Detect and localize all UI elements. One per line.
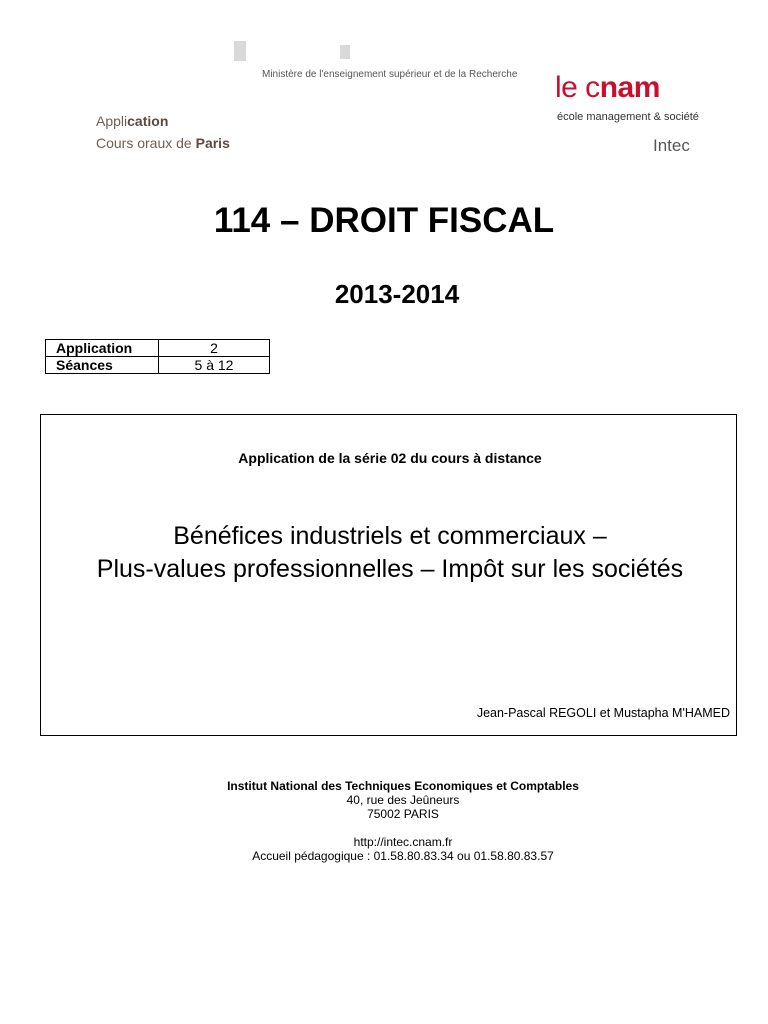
accueil-phone: Accueil pédagogique : 01.58.80.83.34 ou 01.58.80.83.57 bbox=[252, 849, 554, 863]
table-cell-label: Séances bbox=[46, 357, 159, 374]
ministry-logo-mark-left bbox=[234, 41, 246, 61]
table-cell-label: Application bbox=[46, 340, 159, 357]
table-cell-value: 5 à 12 bbox=[159, 357, 270, 374]
cnam-logo-le: le c bbox=[555, 71, 600, 104]
cnam-logo-nam: nam bbox=[599, 71, 660, 104]
application-label bbox=[96, 113, 168, 129]
series-heading: Application de la série 02 du cours à distance bbox=[238, 450, 542, 466]
ministry-name: Ministère de l'enseignement supérieur et de la Recherche bbox=[262, 69, 518, 80]
academic-year: 2013-2014 bbox=[334, 279, 460, 309]
table-row bbox=[46, 357, 270, 374]
authors: Jean-Pascal REGOLI et Mustapha M'HAMED bbox=[476, 706, 730, 720]
cours-oraux-prefix: Cours oraux de bbox=[96, 135, 196, 151]
subject-line-2: Plus-values professionnelles – Impôt sur les sociétés bbox=[96, 555, 684, 583]
ministry-logo-mark-right bbox=[340, 45, 350, 59]
cnam-logo bbox=[555, 72, 660, 104]
cnam-tagline: école management & société bbox=[557, 111, 699, 123]
institute-name: Institut National des Techniques Economiques et Comptables bbox=[227, 779, 579, 793]
document-title: 114 – DROIT FISCAL bbox=[213, 201, 555, 240]
cours-oraux-city: Paris bbox=[195, 135, 230, 151]
application-label-suffix: cation bbox=[127, 113, 169, 129]
application-label-prefix: Appli bbox=[96, 113, 128, 129]
intec-label: Intec bbox=[653, 136, 690, 155]
cours-oraux-label bbox=[96, 135, 230, 151]
subject-line-1: Bénéfices industriels et commerciaux – bbox=[173, 522, 607, 550]
table-row bbox=[46, 340, 270, 357]
table-cell-value: 2 bbox=[159, 340, 270, 357]
institute-url[interactable]: http://intec.cnam.fr bbox=[353, 835, 453, 849]
institute-street: 40, rue des Jeûneurs bbox=[346, 793, 460, 807]
info-table bbox=[45, 339, 270, 374]
institute-city: 75002 PARIS bbox=[367, 807, 439, 821]
